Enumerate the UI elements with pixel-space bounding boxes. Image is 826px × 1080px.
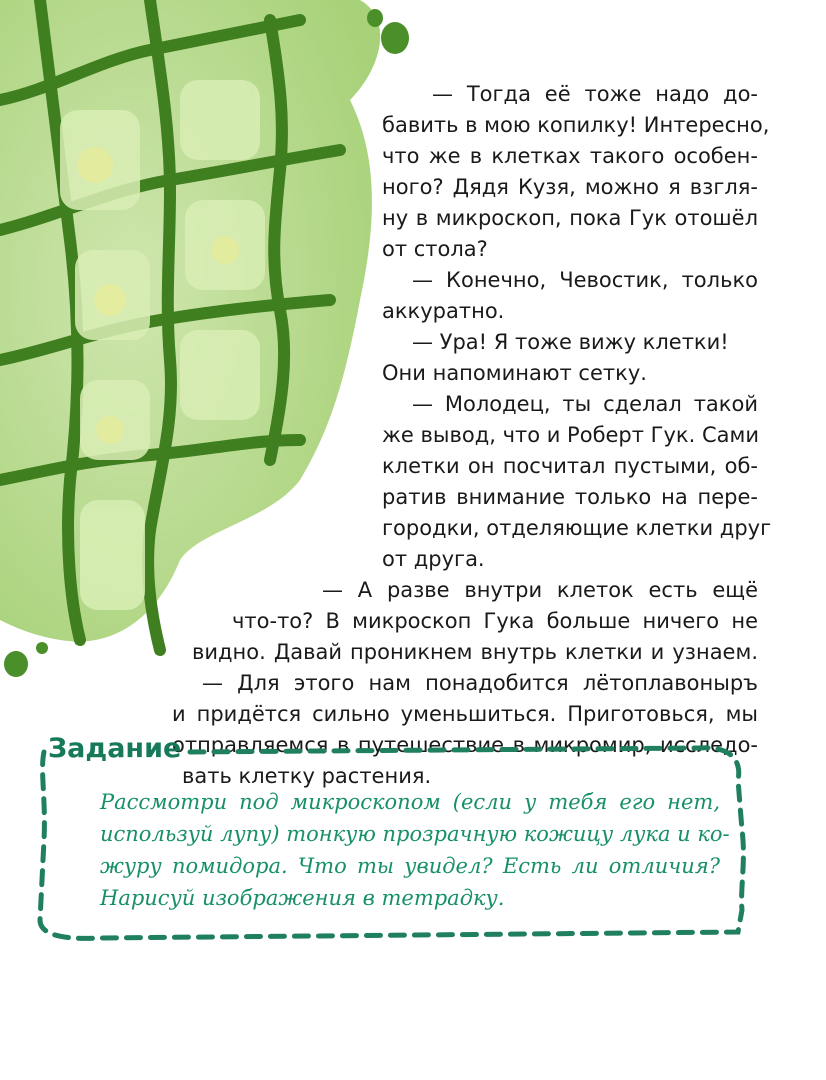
- task-line: Нарисуй изображения в тетрадку.: [100, 886, 505, 910]
- story-line: — Тогда её тоже надо до-: [432, 82, 758, 106]
- story-line: — Для этого нам понадобится лётоплавоныръ: [202, 671, 758, 695]
- story-line: Они напоминают сетку.: [382, 361, 647, 385]
- story-line: клетки он посчитал пустыми, об-: [382, 454, 758, 478]
- story-line: — Конечно, Чевостик, только: [412, 268, 758, 292]
- story-line: что же в клетках такого особен-: [382, 144, 758, 168]
- story-line: — Ура! Я тоже вижу клетки!: [412, 330, 729, 354]
- story-line: от стола?: [382, 237, 488, 261]
- story-line: ного? Дядя Кузя, можно я взгля-: [382, 175, 758, 199]
- story-line: и придётся сильно уменьшиться. Приготовься, мы: [172, 702, 758, 726]
- story-line: от друга.: [382, 547, 485, 571]
- story-line: же вывод, что и Роберт Гук. Сами: [382, 423, 759, 447]
- story-line: ратив внимание только на пере-: [382, 485, 758, 509]
- task-line: Рассмотри под микроскопом (если у тебя его нет,: [100, 790, 720, 814]
- story-line: аккуратно.: [382, 299, 505, 323]
- story-line: вать клетку растения.: [182, 764, 432, 788]
- task-title: Задание: [48, 733, 182, 764]
- story-line: городки, отделяющие клетки друг: [382, 516, 772, 540]
- story-line: отправляемся в путешествие в микромир, исследо-: [172, 733, 758, 757]
- task-line: используй лупу) тонкую прозрачную кожицу лука и ко-: [100, 822, 730, 846]
- story-line: — А разве внутри клеток есть ещё: [322, 578, 758, 602]
- story-line: что-то? В микроскоп Гука больше ничего не: [232, 609, 758, 633]
- story-line: бавить в мою копилку! Интересно,: [382, 113, 770, 137]
- story-line: видно. Давай проникнем внутрь клетки и узнаем.: [192, 640, 758, 664]
- story-line: — Молодец, ты сделал такой: [412, 392, 758, 416]
- story-line: ну в микроскоп, пока Гук отошёл: [382, 206, 758, 230]
- task-line: журу помидора. Что ты увидел? Есть ли отличия?: [100, 854, 720, 878]
